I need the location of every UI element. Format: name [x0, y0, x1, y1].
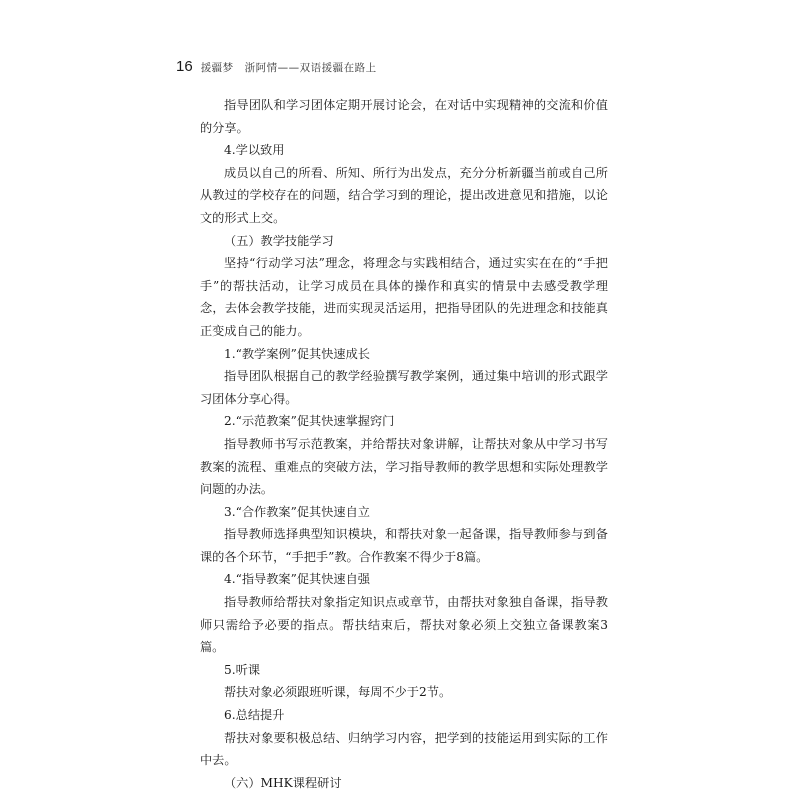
section-heading: 4.学以致用	[224, 143, 285, 158]
page-number: 16	[176, 58, 193, 75]
running-header-title: 援疆梦 浙阿情——双语援疆在路上	[200, 62, 377, 74]
section-heading: （五）教学技能学习	[224, 233, 334, 248]
paragraph: 帮扶对象必须跟班听课，每周不少于2节。	[224, 685, 452, 700]
paragraph: 指导团队和学习团体定期开展讨论会，在对话中实现精神的交流和价值的分享。	[200, 98, 608, 135]
section-heading: 6.总结提升	[224, 708, 285, 723]
section-heading: 2.“示范教案”促其快速掌握窍门	[224, 414, 395, 429]
section-heading: 4.“指导教案”促其快速自强	[224, 572, 370, 587]
body-text	[200, 94, 608, 794]
section-heading: （六）MHK课程研讨	[224, 775, 342, 790]
paragraph: 指导团队根据自己的教学经验撰写教学案例，通过集中培训的形式跟学习团体分享心得。	[200, 369, 608, 406]
paragraph: 指导教师书写示范教案，并给帮扶对象讲解，让帮扶对象从中学习书写教案的流程、重难点的突破方法，学习指导教师的教学思想和实际处理教学问题的办法。	[200, 436, 608, 497]
paragraph: 指导教师给帮扶对象指定知识点或章节，由帮扶对象独自备课，指导教师只需给予必要的指点。帮扶结束后，帮扶对象必须上交独立备课教案3篇。	[200, 595, 608, 655]
paragraph: 坚持“行动学习法”理念，将理念与实践相结合，通过实实在在的“手把手”的帮扶活动，让学习成员在具体的操作和真实的情景中去感受教学理念，去体会教学技能，进而实现灵活运用，把指导团队的先进理念和技能真正变成自己的能力。	[200, 256, 608, 338]
section-heading: 3.“合作教案”促其快速自立	[224, 504, 370, 519]
paragraph: 指导教师选择典型知识模块，和帮扶对象一起备课，指导教师参与到备课的各个环节，“手把手”教。合作教案不得少于8篇。	[200, 527, 608, 564]
paragraph: 成员以自己的所看、所知、所行为出发点，充分分析新疆当前或自己所从教过的学校存在的问题，结合学习到的理论，提出改进意见和措施，以论文的形式上交。	[200, 165, 608, 225]
paragraph: 帮扶对象要积极总结、归纳学习内容，把学到的技能运用到实际的工作中去。	[200, 730, 608, 768]
running-header	[176, 58, 377, 75]
section-heading: 5.听课	[224, 662, 261, 677]
section-heading: 1.“教学案例”促其快速成长	[224, 346, 370, 361]
